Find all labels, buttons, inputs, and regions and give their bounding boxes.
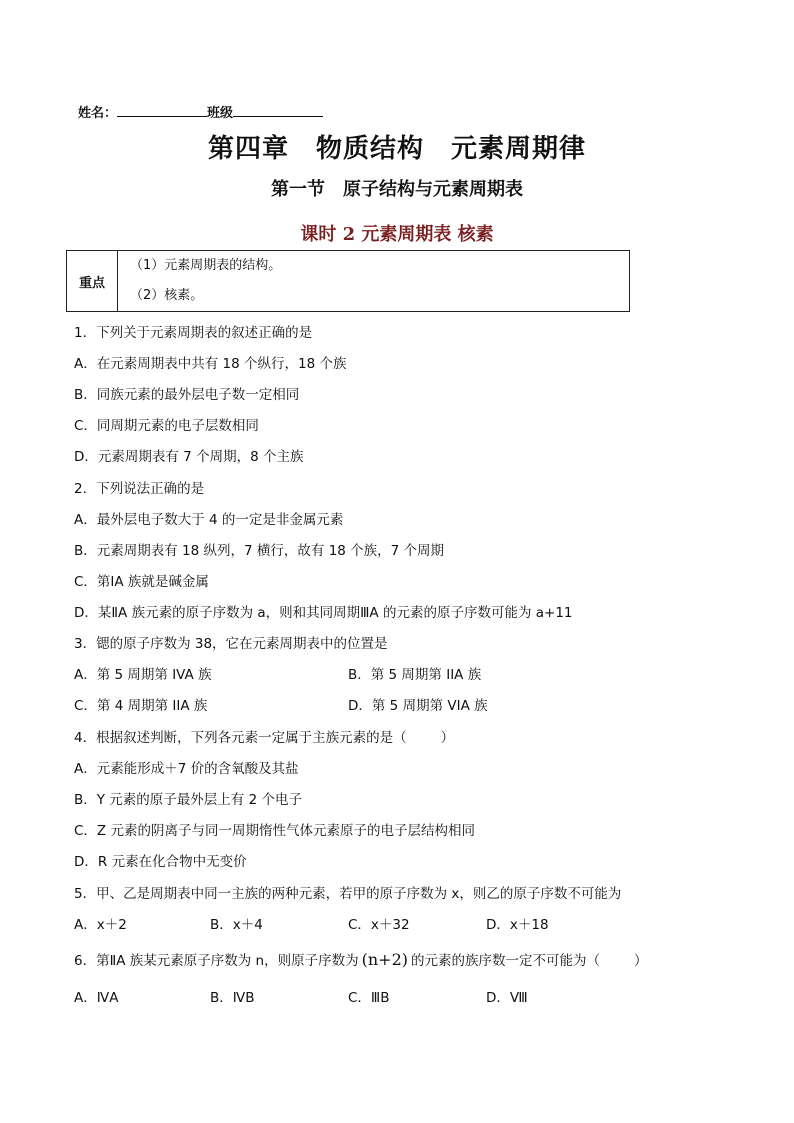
focus-items (118, 251, 630, 312)
question-option[interactable]: A．第 5 周期第 IVA 族 (74, 667, 212, 683)
question-option[interactable]: B．同族元素的最外层电子数一定相同 (74, 387, 300, 403)
question-option[interactable]: C．同周期元素的电子层数相同 (74, 418, 259, 434)
question-stem-close: ） (633, 953, 648, 969)
focus-item: （1）元素周期表的结构。 (130, 258, 282, 273)
question-option[interactable]: A．元素能形成＋7 价的含氧酸及其盐 (74, 761, 299, 777)
question-option[interactable]: C．x＋32 (348, 917, 410, 933)
question-option[interactable]: D．元素周期表有 7 个周期，8 个主族 (74, 449, 304, 465)
class-label: 班级 (207, 106, 234, 121)
name-label: 姓名： (78, 106, 118, 121)
question-stem-text: 6．第ⅡA 族某元素原子序数为 n，则原子序数为 (74, 953, 359, 969)
section-title: 第一节 原子结构与元素周期表 (271, 179, 523, 200)
focus-label: 重点 (67, 251, 118, 312)
question-option[interactable]: B．Y 元素的原子最外层上有 2 个电子 (74, 792, 302, 808)
question-option[interactable]: C．ⅢB (348, 990, 390, 1006)
question-option[interactable]: B．x＋4 (210, 917, 263, 933)
question-option[interactable]: D．R 元素在化合物中无变价 (74, 854, 247, 870)
question-option[interactable]: B．ⅣB (210, 990, 255, 1006)
question-option[interactable]: C．Z 元素的阴离子与同一周期惰性气体元素原子的电子层结构相同 (74, 823, 475, 839)
question-option[interactable]: B．第 5 周期第 IIA 族 (348, 667, 482, 683)
math-expression: (n+2) (361, 950, 408, 969)
lesson-title: 课时 2 元素周期表 核素 (300, 224, 494, 245)
question-option[interactable]: D．某ⅡA 族元素的原子序数为 a，则和其同周期ⅢA 的元素的原子序数可能为 a+11 (74, 605, 573, 621)
question-option[interactable]: D．x＋18 (486, 917, 549, 933)
question-option[interactable]: C．第 4 周期第 IIA 族 (74, 698, 208, 714)
focus-table (66, 250, 630, 312)
question-option[interactable]: A．最外层电子数大于 4 的一定是非金属元素 (74, 512, 344, 528)
question-option[interactable]: A．ⅣA (74, 990, 119, 1006)
question-stem-tail: 的元素的族序数一定不可能为（ (410, 953, 600, 969)
question-stem (74, 726, 454, 746)
question-stem: 5．甲、乙是周期表中同一主族的两种元素，若甲的原子序数为 x，则乙的原子序数不可能为 (74, 886, 622, 902)
question-stem-text: 4．根据叙述判断，下列各元素一定属于主族元素的是（ (74, 730, 407, 746)
question-option[interactable]: D．第 5 周期第 VIA 族 (348, 698, 488, 714)
question-option[interactable]: A．在元素周期表中共有 18 个纵行，18 个族 (74, 356, 347, 372)
focus-item: （2）核素。 (130, 288, 204, 303)
name-class-line (78, 102, 323, 121)
question-option[interactable]: B．元素周期表有 18 纵列，7 横行，故有 18 个族，7 个周期 (74, 543, 445, 559)
class-blank[interactable] (233, 104, 323, 117)
question-stem: 1．下列关于元素周期表的叙述正确的是 (74, 325, 313, 341)
chapter-title: 第四章 物质结构 元素周期律 (207, 134, 586, 164)
question-stem: 3．锶的原子序数为 38，它在元素周期表中的位置是 (74, 636, 388, 652)
question-stem-close: ） (440, 730, 455, 746)
question-option[interactable]: D．Ⅷ (486, 990, 528, 1006)
name-blank[interactable] (117, 104, 207, 117)
question-stem (74, 949, 647, 969)
question-stem: 2．下列说法正确的是 (74, 481, 205, 497)
question-option[interactable]: C．第ⅠA 族就是碱金属 (74, 574, 209, 590)
question-option[interactable]: A．x＋2 (74, 917, 127, 933)
